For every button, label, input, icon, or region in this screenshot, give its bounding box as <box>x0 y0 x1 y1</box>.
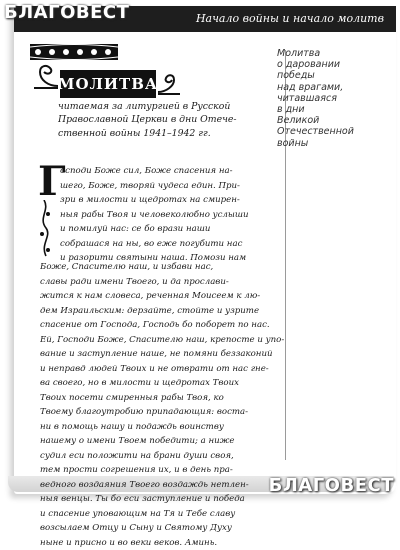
text-line: шего, Боже, творяй чудеса един. При- <box>60 179 274 194</box>
margin-note-line: в дни <box>277 104 377 115</box>
margin-note-line: победы <box>277 70 377 81</box>
left-flourish-icon <box>30 62 60 90</box>
margin-note-line: Великой <box>277 115 377 126</box>
text-line: нашему о имени Твоем победити; а ниже <box>40 434 288 449</box>
text-line: и помилуй нас: се бо врази наши <box>60 222 274 237</box>
prayer-title: МОЛИТВА <box>60 70 156 98</box>
drop-cap-vine-icon <box>38 200 54 260</box>
prayer-intro <box>60 164 274 266</box>
text-line: и разорити святыни наша. Помози нам <box>60 251 274 266</box>
margin-note-line: Молитва <box>277 48 377 59</box>
text-line: зри в милости и щедротах на смирен- <box>60 193 274 208</box>
drop-cap <box>38 162 54 262</box>
text-line: Твоему благоутробию припадающия: воста- <box>40 405 288 420</box>
margin-note-line: читавшаяся <box>277 93 377 104</box>
margin-note-line: о даровании <box>277 59 377 70</box>
text-line: ныне и присно и во веки веков. Аминь. <box>40 536 288 550</box>
margin-note <box>277 48 377 149</box>
subtitle-line: читаемая за литургией в Русской <box>58 100 268 113</box>
text-line: и спасение уповающим на Тя и Тебе славу <box>40 507 288 522</box>
prayer-subtitle <box>58 100 268 140</box>
right-flourish-icon <box>156 72 184 96</box>
margin-note-line: войны <box>277 138 377 149</box>
watermark-bottom: БЛАГОВЕСТ <box>269 475 394 496</box>
text-line: жится к нам словеса, реченная Моисеем к лю- <box>40 289 288 304</box>
text-line: ныя рабы Твоя и человеколюбно услыши <box>60 208 274 223</box>
text-line: ва своего, но в милости и щедротах Твоих <box>40 376 288 391</box>
drop-cap-letter: Г <box>38 158 66 205</box>
text-line: славы ради имени Твоего, и да прослави- <box>40 275 288 290</box>
text-line: ни в помощь нашу и подаждь воинству <box>40 420 288 435</box>
text-line: судил еси положити на брани души своя, <box>40 449 288 464</box>
margin-note-line: над врагами, <box>277 82 377 93</box>
margin-note-line: Отечественной <box>277 126 377 137</box>
text-line: собрашася на ны, во еже погубити нас <box>60 237 274 252</box>
prayer-body <box>40 260 288 550</box>
watermark-top: БЛАГОВЕСТ <box>4 2 129 23</box>
text-line: спасение от Господа, Господь бо поборет по нас. <box>40 318 288 333</box>
text-line: вание и заступление наше, не помяни беззаконий <box>40 347 288 362</box>
text-line: ведного воздаяния Твоего воздаждь нетлен- <box>40 478 288 493</box>
running-title: Начало войны и начало молитв <box>196 12 384 25</box>
subtitle-line: Православной Церкви в дни Отече- <box>58 113 268 126</box>
text-line: и неправд людей Твоих и не отврати от нас гне- <box>40 362 288 377</box>
text-line: ныя венцы. Ты бо еси заступление и победа <box>40 492 288 507</box>
text-line: Ей, Господи Боже, Спасителю наш, крепосте и упо- <box>40 333 288 348</box>
text-line: осподи Боже сил, Боже спасения на- <box>60 164 274 179</box>
text-line: дем Израильским: дерзайте, стойте и узрите <box>40 304 288 319</box>
text-line: возсылаем Отцу и Сыну и Святому Духу <box>40 521 288 536</box>
text-line: Твоих посети смиренныя рабы Твоя, ко <box>40 391 288 406</box>
ornament-band-icon <box>30 44 118 60</box>
text-line: Боже, Спасителю наш, и избави нас, <box>40 260 288 275</box>
text-line: тем прости согрешения их, и в день пра- <box>40 463 288 478</box>
subtitle-line: ственной войны 1941–1942 гг. <box>58 127 268 140</box>
